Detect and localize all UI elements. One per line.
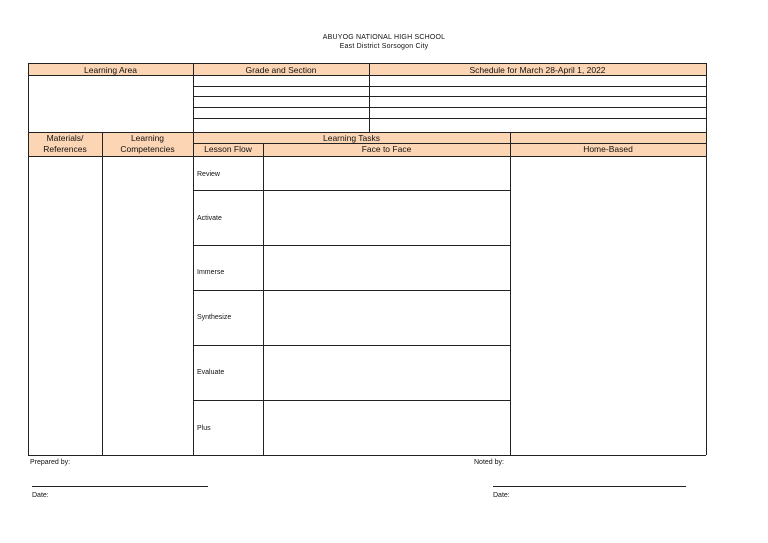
home-based-label: Home-Based — [583, 144, 633, 154]
grid-line — [102, 132, 103, 455]
grid-line — [263, 143, 264, 455]
materials-label-1: Materials/ — [46, 133, 84, 143]
grid-line — [28, 75, 706, 76]
competencies-label-1: Learning — [130, 133, 165, 143]
schedule-label: Schedule for March 28-April 1, 2022 — [469, 65, 606, 75]
learning-tasks-label: Learning Tasks — [322, 133, 381, 143]
grid-line — [706, 63, 707, 455]
noted-by-label: Noted by: — [474, 459, 504, 466]
lesson-flow-evaluate: Evaluate — [197, 369, 225, 376]
grid-line — [193, 107, 706, 108]
signature-line-left — [32, 486, 208, 487]
competencies-label-2: Competencies — [120, 144, 175, 154]
lesson-flow-label: Lesson Flow — [204, 144, 252, 154]
lesson-flow-plus: Plus — [197, 425, 211, 432]
grid-line — [369, 63, 370, 132]
materials-label-2: References — [43, 144, 87, 154]
grid-line — [510, 132, 511, 455]
grid-line — [193, 118, 706, 119]
grid-line — [28, 63, 706, 64]
grid-line — [28, 156, 706, 157]
date-left-label: Date: — [32, 492, 49, 499]
grid-line — [193, 96, 706, 97]
prepared-by-label: Prepared by: — [30, 459, 71, 466]
grid-line — [28, 63, 29, 455]
grid-line — [193, 63, 194, 455]
lesson-flow-immerse: Immerse — [197, 269, 225, 276]
grid-line — [28, 455, 706, 456]
school-district: East District Sorsogon City — [339, 43, 429, 50]
lesson-flow-review: Review — [197, 171, 220, 178]
date-right-label: Date: — [493, 492, 510, 499]
grid-line — [193, 86, 706, 87]
grade-section-label: Grade and Section — [245, 65, 317, 75]
grid-line — [193, 143, 706, 144]
lesson-flow-activate: Activate — [197, 215, 222, 222]
grid-line — [193, 290, 510, 291]
school-name: ABUYOG NATIONAL HIGH SCHOOL — [322, 34, 446, 41]
grid-line — [193, 345, 510, 346]
signature-line-right — [493, 486, 686, 487]
lesson-flow-synthesize: Synthesize — [197, 314, 232, 321]
grid-line — [193, 245, 510, 246]
grid-line — [28, 132, 706, 133]
learning-area-label: Learning Area — [84, 65, 137, 75]
face-to-face-label: Face to Face — [361, 144, 412, 154]
grid-line — [193, 190, 510, 191]
grid-line — [193, 400, 510, 401]
